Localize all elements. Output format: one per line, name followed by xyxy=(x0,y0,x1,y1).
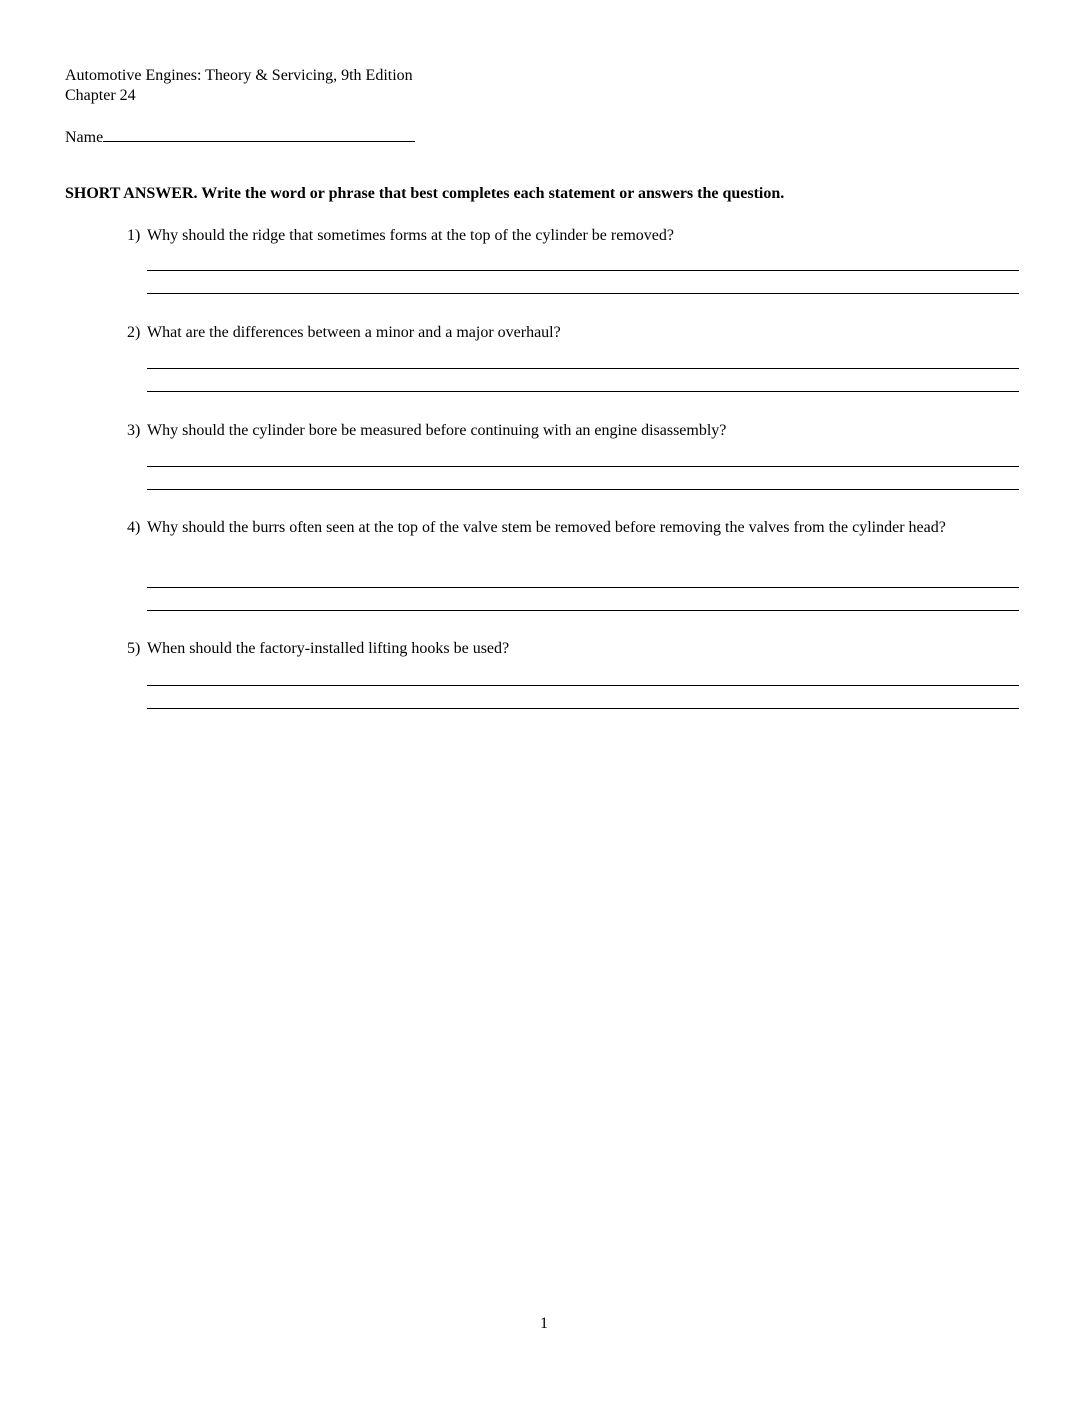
question-number: 3) xyxy=(127,422,141,439)
question-text: Why should the cylinder bore be measured before continuing with an engine disassembly? xyxy=(147,422,727,439)
question-2 xyxy=(127,321,1017,344)
question-number: 4) xyxy=(127,519,141,536)
question-number: 1) xyxy=(127,227,141,244)
question-4 xyxy=(127,516,1017,539)
name-field[interactable] xyxy=(65,125,415,147)
answer-line[interactable] xyxy=(147,368,1019,369)
answer-line[interactable] xyxy=(147,610,1019,611)
question-text: What are the differences between a minor and a major overhaul? xyxy=(147,324,561,341)
question-1 xyxy=(127,224,1017,247)
question-3 xyxy=(127,419,1017,442)
question-5 xyxy=(127,637,1017,660)
question-number: 5) xyxy=(127,640,141,657)
answer-line[interactable] xyxy=(147,489,1019,490)
question-text: Why should the burrs often seen at the top of the valve stem be removed before removing the valves from the cylinder head? xyxy=(147,519,946,536)
name-line[interactable] xyxy=(103,125,415,142)
chapter-label: Chapter 24 xyxy=(65,87,136,104)
answer-line[interactable] xyxy=(147,391,1019,392)
question-text: Why should the ridge that sometimes forms at the top of the cylinder be removed? xyxy=(147,227,674,244)
instructions: SHORT ANSWER. Write the word or phrase that best completes each statement or answers the question. xyxy=(65,185,785,202)
name-label: Name xyxy=(65,129,104,146)
page-number: 1 xyxy=(540,1315,548,1332)
question-number: 2) xyxy=(127,324,141,341)
book-title: Automotive Engines: Theory & Servicing, 9th Edition xyxy=(65,67,413,84)
answer-line[interactable] xyxy=(147,270,1019,271)
answer-line[interactable] xyxy=(147,587,1019,588)
answer-line[interactable] xyxy=(147,708,1019,709)
document-header xyxy=(65,66,413,106)
answer-line[interactable] xyxy=(147,466,1019,467)
question-text: When should the factory-installed lifting hooks be used? xyxy=(147,640,510,657)
answer-line[interactable] xyxy=(147,685,1019,686)
answer-line[interactable] xyxy=(147,293,1019,294)
